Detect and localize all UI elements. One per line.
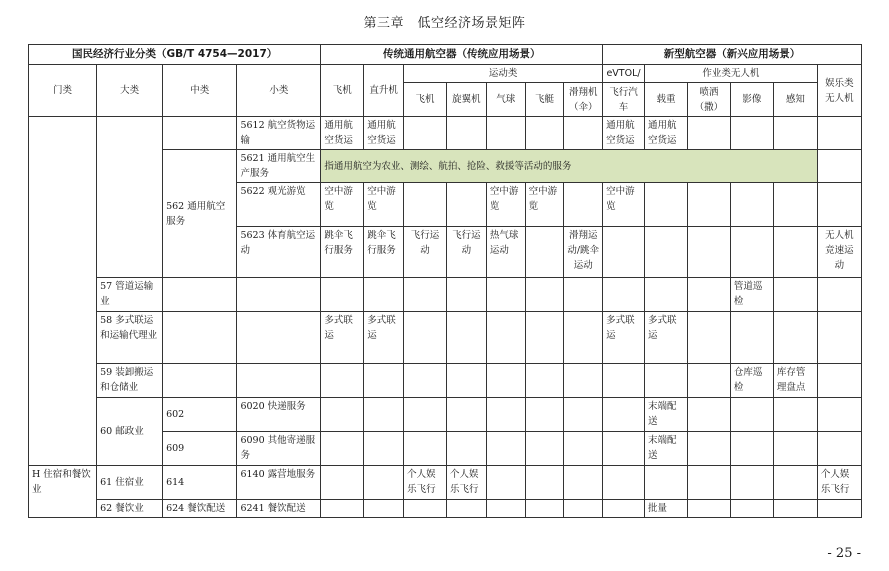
- col-gyroplane: 旋翼机: [447, 83, 487, 117]
- cell-evtol: 空中游览: [603, 183, 645, 227]
- table-row: [29, 117, 862, 150]
- cell-helicopter: 跳伞飞行服务: [364, 227, 404, 278]
- cell-evtol: 多式联运: [603, 312, 645, 364]
- cell-helicopter: 通用航空货运: [364, 117, 404, 150]
- scenario-table: [28, 44, 862, 518]
- cell-menlei: H 住宿和餐饮业: [29, 466, 97, 518]
- cell-xiaolei: 5621 通用航空生产服务: [237, 150, 321, 183]
- cell-dalei: 59 装卸搬运和仓储业: [97, 364, 163, 398]
- cell-zhonglei: 562 通用航空服务: [163, 150, 237, 278]
- general-aviation-note: 指通用航空为农业、测绘、航拍、抢险、救援等活动的服务: [321, 150, 818, 183]
- col-cargo: 载重: [644, 83, 687, 117]
- cell-zhonglei: 614: [163, 466, 237, 500]
- cell-plane: 通用航空货运: [321, 117, 364, 150]
- col-menlei: 门类: [29, 65, 97, 117]
- cell-entertainment-uav: 无人机竞速运动: [817, 227, 861, 278]
- col-imaging: 影像: [730, 83, 773, 117]
- cell-dalei: 57 管道运输业: [97, 278, 163, 312]
- cell-sport-plane: 飞行运动: [404, 227, 447, 278]
- group-classification: 国民经济行业分类（GB/T 4754—2017）: [29, 45, 321, 65]
- page-title: 第三章 低空经济场景矩阵: [363, 16, 526, 31]
- cell-xiaolei: 5622 观光游览: [237, 183, 321, 227]
- cell-plane: 空中游览: [321, 183, 364, 227]
- col-glider: 滑翔机（伞）: [564, 83, 603, 117]
- col-xiaolei: 小类: [237, 65, 321, 117]
- group-new: 新型航空器（新兴应用场景）: [603, 45, 862, 65]
- cell-helicopter: 空中游览: [364, 183, 404, 227]
- cell-cargo: 通用航空货运: [644, 117, 687, 150]
- cell-entertainment-uav: 个人娱乐飞行: [817, 466, 861, 500]
- cell-cargo: 多式联运: [644, 312, 687, 364]
- cell-glider: 滑翔运动/跳伞运动: [564, 227, 603, 278]
- col-airship: 飞艇: [525, 83, 564, 117]
- cell-xiaolei: 5612 航空货物运输: [237, 117, 321, 150]
- cell-plane: 多式联运: [321, 312, 364, 364]
- cell-xiaolei: 6090 其他寄递服务: [237, 432, 321, 466]
- cell-dalei: 61 住宿业: [97, 466, 163, 500]
- cell-plane: 跳伞飞行服务: [321, 227, 364, 278]
- cell-helicopter: 多式联运: [364, 312, 404, 364]
- cell-sensing: 库存管理盘点: [773, 364, 817, 398]
- cell-xiaolei: 6241 餐饮配送: [237, 500, 321, 518]
- cell-zhonglei: 609: [163, 432, 237, 466]
- cell-evtol: 通用航空货运: [603, 117, 645, 150]
- col-balloon: 气球: [486, 83, 525, 117]
- cell-dalei: 60 邮政业: [97, 398, 163, 466]
- cell-imaging: 管道巡检: [730, 278, 773, 312]
- cell-zhonglei: 602: [163, 398, 237, 432]
- table-row: [29, 364, 862, 398]
- col-dalei: 大类: [97, 65, 163, 117]
- col-spray: 喷洒（撒）: [687, 83, 730, 117]
- cell-cargo: 末端配送: [644, 432, 687, 466]
- col-evtol-top: eVTOL/: [603, 65, 645, 83]
- cell-xiaolei: 5623 体育航空运动: [237, 227, 321, 278]
- page-number: - 25 -: [827, 546, 861, 561]
- cell-imaging: 仓库巡检: [730, 364, 773, 398]
- group-traditional: 传统通用航空器（传统应用场景）: [321, 45, 603, 65]
- col-entertainment-uav: 娱乐类无人机: [817, 65, 861, 117]
- cell-dalei: 62 餐饮业: [97, 500, 163, 518]
- col-plane: 飞机: [321, 65, 364, 117]
- cell-dalei: 58 多式联运和运输代理业: [97, 312, 163, 364]
- table-row: [29, 466, 862, 500]
- cell-gyroplane: 个人娱乐飞行: [447, 466, 487, 500]
- col-evtol: 飞行汽车: [603, 83, 645, 117]
- cell-sport-plane: 个人娱乐飞行: [404, 466, 447, 500]
- cell-xiaolei: 6140 露营地服务: [237, 466, 321, 500]
- table-row: [29, 278, 862, 312]
- col-sensing: 感知: [773, 83, 817, 117]
- cell-cargo: 末端配送: [644, 398, 687, 432]
- sub-sports: 运动类: [404, 65, 603, 83]
- cell-balloon: 热气球运动: [486, 227, 525, 278]
- table-row: [29, 500, 862, 518]
- cell-balloon: 空中游览: [486, 183, 525, 227]
- cell-zhonglei: 624 餐饮配送: [163, 500, 237, 518]
- col-helicopter: 直升机: [364, 65, 404, 117]
- cell-gyroplane: 飞行运动: [447, 227, 487, 278]
- col-sport-plane: 飞机: [404, 83, 447, 117]
- table-row: [29, 312, 862, 364]
- cell-xiaolei: 6020 快递服务: [237, 398, 321, 432]
- col-zhonglei: 中类: [163, 65, 237, 117]
- cell-cargo: 批量: [644, 500, 687, 518]
- table-row: [29, 398, 862, 432]
- scenario-matrix: [28, 44, 862, 518]
- sub-work-uav: 作业类无人机: [644, 65, 817, 83]
- cell-airship: 空中游览: [525, 183, 564, 227]
